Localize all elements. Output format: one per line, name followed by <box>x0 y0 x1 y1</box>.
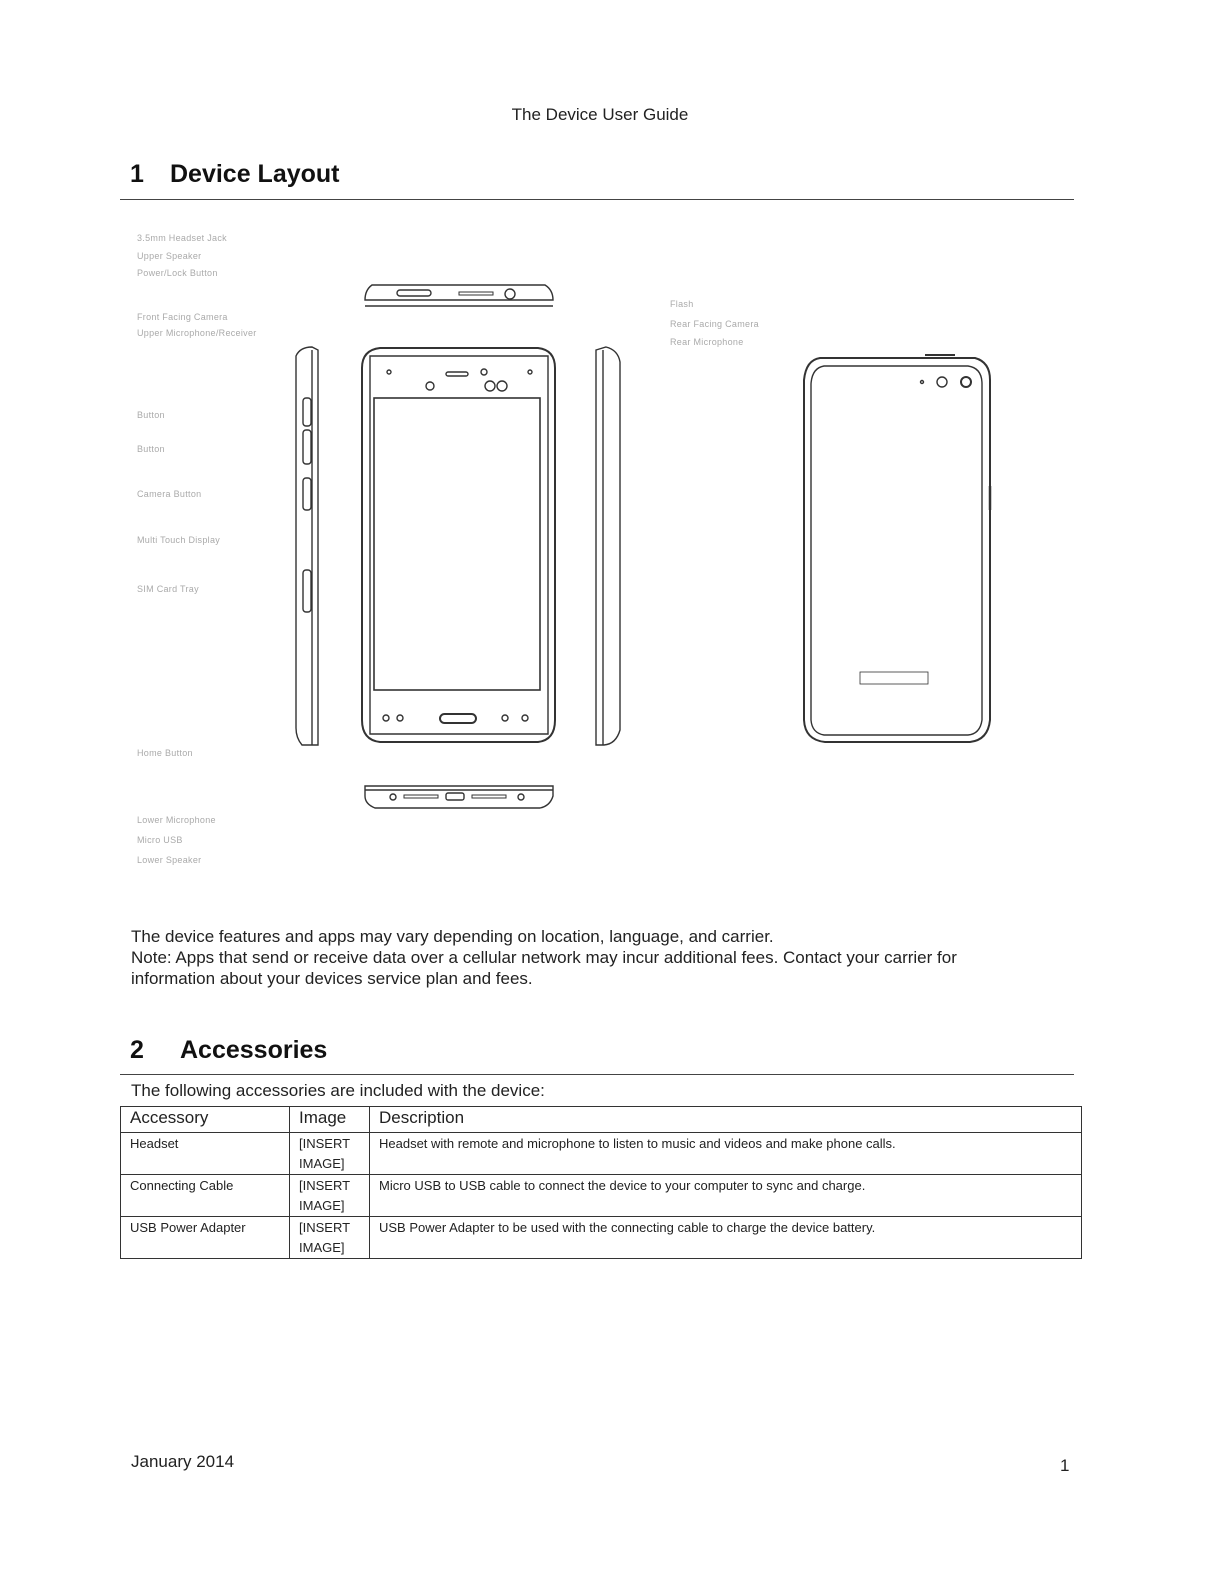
device-bottom-view <box>365 786 553 808</box>
image-placeholder-line2: IMAGE] <box>299 1198 345 1213</box>
footer-page-number: 1 <box>1060 1456 1070 1475</box>
section-2-heading <box>130 1036 327 1065</box>
section-2-title: Accessories <box>180 1036 328 1064</box>
cell-accessory: USB Power Adapter <box>121 1217 290 1259</box>
label-micro-usb: Micro USB <box>137 835 183 845</box>
table-header-row <box>121 1107 1082 1133</box>
label-lower-microphone: Lower Microphone <box>137 815 216 825</box>
table-row <box>121 1175 1082 1217</box>
image-placeholder-line1: [INSERT <box>299 1220 351 1235</box>
section-1-title: Device Layout <box>170 160 340 188</box>
label-headset-jack: 3.5mm Headset Jack <box>137 233 227 243</box>
accessories-table <box>120 1106 1082 1259</box>
table-row <box>121 1133 1082 1175</box>
image-placeholder-line2: IMAGE] <box>299 1240 345 1255</box>
label-rear-camera: Rear Facing Camera <box>670 319 759 329</box>
accessories-intro: The following accessories are included with the device: <box>131 1081 545 1100</box>
footer-date: January 2014 <box>131 1452 235 1471</box>
column-header-accessory: Accessory <box>121 1107 290 1133</box>
note-line: Note: Apps that send or receive data over a cellular network may incur additional fees. Contact your carrier for <box>131 948 957 967</box>
label-camera-button: Camera Button <box>137 489 202 499</box>
column-header-description: Description <box>370 1107 1082 1133</box>
section-2-number: 2 <box>130 1036 144 1064</box>
note-line-continued: information about your devices service plan and fees. <box>131 969 533 988</box>
image-placeholder-line2: IMAGE] <box>299 1156 345 1171</box>
table-row <box>121 1217 1082 1259</box>
label-front-camera: Front Facing Camera <box>137 312 228 322</box>
label-sim-card-tray: SIM Card Tray <box>137 584 199 594</box>
label-lower-speaker: Lower Speaker <box>137 855 202 865</box>
image-placeholder-line1: [INSERT <box>299 1178 351 1193</box>
device-front-view <box>362 348 555 742</box>
device-left-side-view <box>296 347 318 745</box>
cell-description: USB Power Adapter to be used with the connecting cable to charge the device battery. <box>370 1217 1082 1259</box>
label-upper-microphone: Upper Microphone/Receiver <box>137 328 257 338</box>
label-upper-speaker: Upper Speaker <box>137 251 202 261</box>
label-button-1: Button <box>137 410 165 420</box>
label-power-lock-button: Power/Lock Button <box>137 268 218 278</box>
device-back-view <box>804 355 990 742</box>
cell-accessory: Connecting Cable <box>121 1175 290 1217</box>
device-features-note <box>131 926 957 989</box>
label-home-button: Home Button <box>137 748 193 758</box>
cell-description: Headset with remote and microphone to listen to music and videos and make phone calls. <box>370 1133 1082 1175</box>
cell-description: Micro USB to USB cable to connect the device to your computer to sync and charge. <box>370 1175 1082 1217</box>
cell-image <box>290 1175 370 1217</box>
section-1-number: 1 <box>130 160 144 188</box>
section-2-rule <box>120 1074 1074 1075</box>
label-multi-touch-display: Multi Touch Display <box>137 535 221 545</box>
label-button-2: Button <box>137 444 165 454</box>
cell-image <box>290 1133 370 1175</box>
cell-image <box>290 1217 370 1259</box>
document-header-title: The Device User Guide <box>511 105 689 124</box>
image-placeholder-line1: [INSERT <box>299 1136 351 1151</box>
cell-accessory: Headset <box>121 1133 290 1175</box>
label-rear-microphone: Rear Microphone <box>670 337 744 347</box>
column-header-image: Image <box>290 1107 370 1133</box>
features-line: The device features and apps may vary depending on location, language, and carrier. <box>131 927 774 946</box>
device-right-side-view <box>596 347 620 745</box>
device-top-view <box>365 285 553 306</box>
label-flash: Flash <box>670 299 694 309</box>
